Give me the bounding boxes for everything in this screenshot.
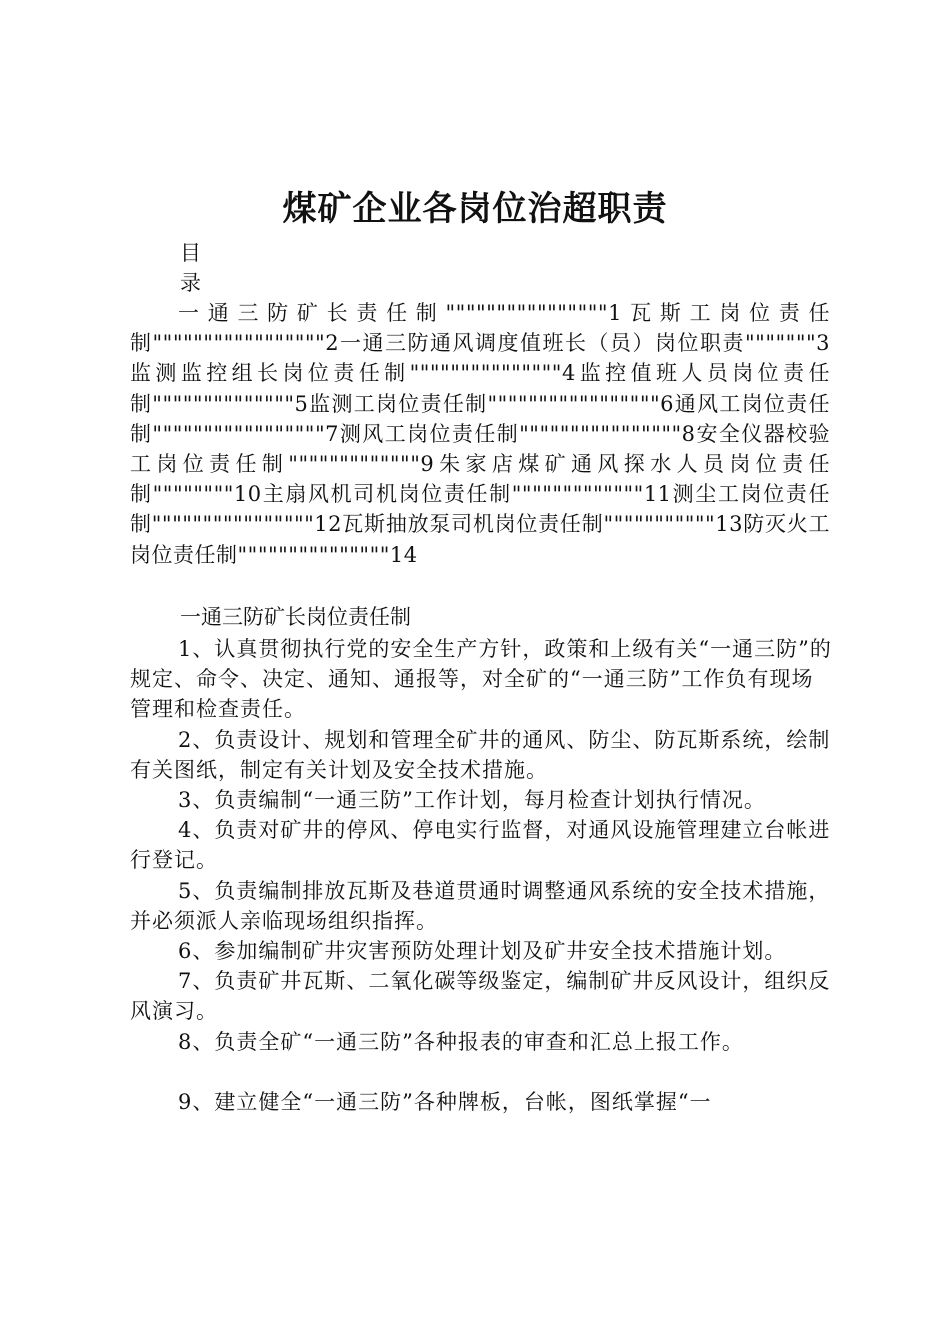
duty-item-9: 9、建立健全“一通三防”各种牌板，台帐，图纸掌握“一 [178,1089,712,1114]
toc-heading-char-1: 目 [180,241,201,265]
duty-item-2: 2、负责设计、规划和管理全矿井的通风、防尘、防瓦斯系统，绘制有关图纸，制定有关计划及安全技术措施。 [130,727,831,782]
duty-item-3: 3、负责编制“一通三防”工作计划，每月检查计划执行情况。 [178,788,766,813]
duty-item-8: 8、负责全矿“一通三防”各种报表的审查和汇总上报工作。 [178,1029,744,1054]
toc-heading-char-2: 录 [180,271,201,295]
document-title: 煤矿企业各岗位治超职责 [282,189,668,229]
section-heading: 一通三防矿长岗位责任制 [180,605,411,629]
table-of-contents: 一通三防矿长责任制""""""""""""""""1瓦斯工岗位责任制"""""""""""""""""2一通三防通风调度值班长（员）岗位职责"""""""3监测监控组长岗位责任制"""""""""""""""4监控值班人员岗位责任制""""""""""""""5监测工岗位责任制"""""""""""""""""6通风工岗位责任制"""""""""""""""""7测风工岗位责任制""""""""""""""""8安全仪器校验工岗位责任制"""""""""""""9朱家店煤矿通风探水人员岗位责任制""""""""10主扇风机司机岗位责任制"""""""""""""11测尘工岗位责任制""""""""""""""""12瓦斯抽放泵司机岗位责任制"""""""""""13防灭火工岗位责任制"""""""""""""""14 [130,301,830,567]
duty-item-5: 5、负责编制排放瓦斯及巷道贯通时调整通风系统的安全技术措施，并必须派人亲临现场组织指挥。 [130,878,831,933]
duty-item-6: 6、参加编制矿井灾害预防处理计划及矿井安全技术措施计划。 [178,939,787,964]
duty-item-7: 7、负责矿井瓦斯、二氧化碳等级鉴定，编制矿井反风设计，组织反风演习。 [130,969,831,1024]
duty-item-4: 4、负责对矿井的停风、停电实行监督，对通风设施管理建立台帐进行登记。 [130,818,831,873]
duty-item-1: 1、认真贯彻执行党的安全生产方针，政策和上级有关“一通三防”的规定、命令、决定、通知、通报等，对全矿的“一通三防”工作负有现场管理和检查责任。 [130,637,832,722]
duty-list [130,634,835,1117]
